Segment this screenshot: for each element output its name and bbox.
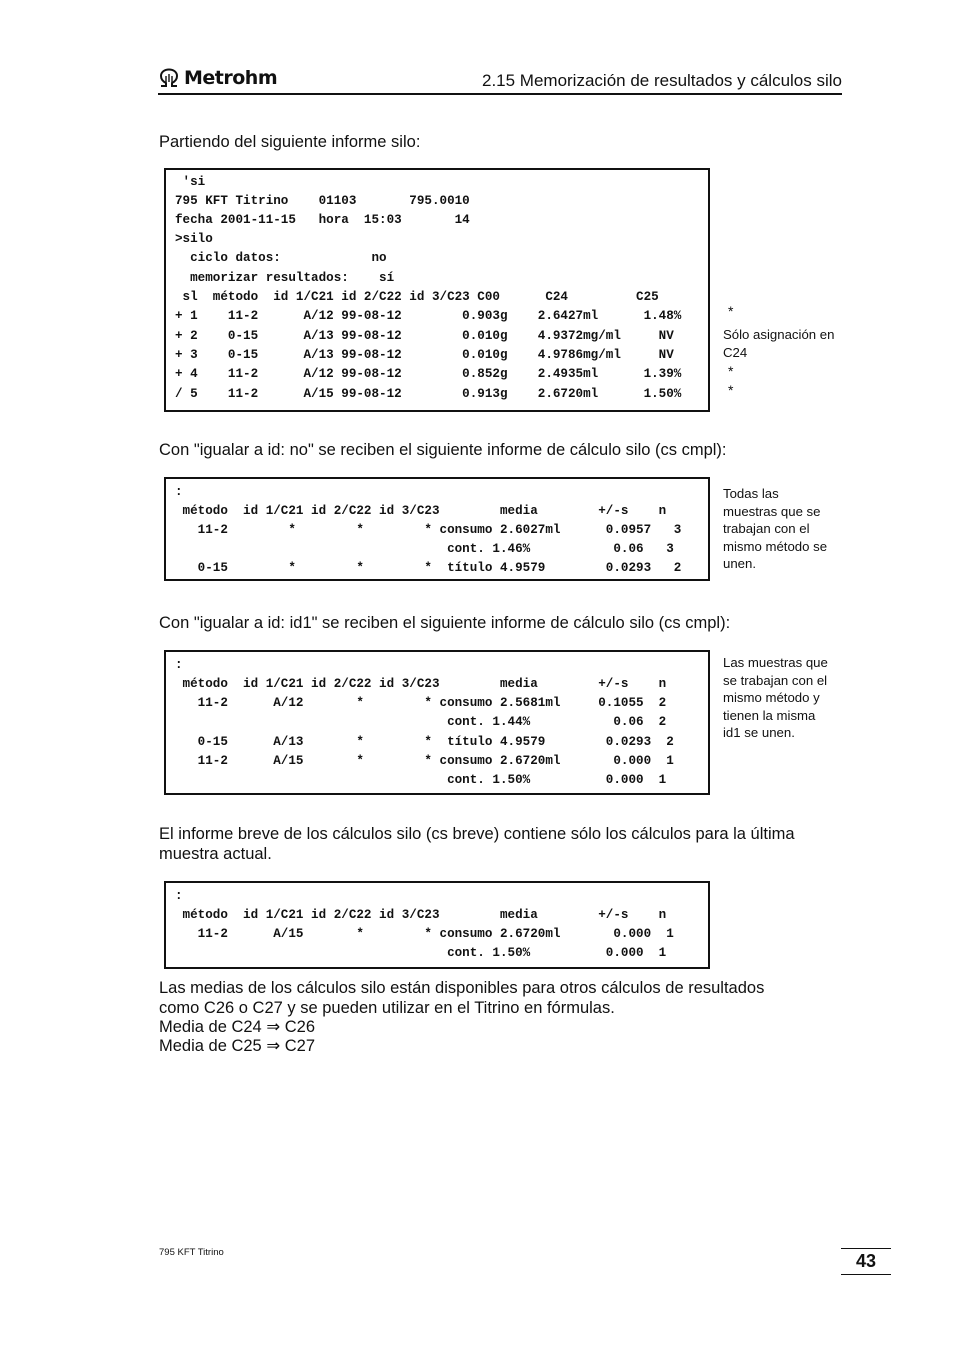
report-line: 11-2 A/15 * * consumo 2.6720ml 0.000 1: [175, 927, 674, 941]
report-line: + 3 0-15 A/13 99-08-12 0.010g 4.9786mg/ml NV: [175, 348, 674, 362]
cs-cmpl-report-box: [164, 477, 710, 581]
report-line: 795 KFT Titrino 01103 795.0010: [175, 194, 470, 208]
silo-report-box: [164, 168, 710, 412]
page-number: 43: [855, 1251, 877, 1271]
formula-c27: Media de C25 ⇒ C27: [159, 1037, 315, 1055]
report-line: 0-15 A/13 * * título 4.9579 0.0293 2: [175, 735, 674, 749]
report-line: 0-15 * * * título 4.9579 0.0293 2: [175, 561, 682, 575]
page-number-rule: [841, 1248, 891, 1249]
report-line: cont. 1.50% 0.000 1: [175, 946, 667, 960]
report-line: >silo: [175, 232, 213, 246]
paragraph-cs-breve-line2: muestra actual.: [159, 845, 272, 863]
report-line: :: [175, 889, 183, 903]
brand-logo: [158, 66, 277, 90]
report-line: sl método id 1/C21 id 2/C22 id 3/C23 C00 C24 C25: [175, 290, 659, 304]
report-line: fecha 2001-11-15 hora 15:03 14: [175, 213, 470, 227]
report-line: / 5 11-2 A/15 99-08-12 0.913g 2.6720ml 1.50%: [175, 387, 682, 401]
report-line: 11-2 A/12 * * consumo 2.5681ml 0.1055 2: [175, 696, 667, 710]
margin-note-star: *: [728, 303, 734, 319]
report-line: método id 1/C21 id 2/C22 id 3/C23 media +/-s n: [175, 504, 667, 518]
report-line: + 4 11-2 A/12 99-08-12 0.852g 2.4935ml 1.39%: [175, 367, 682, 381]
report-line: memorizar resultados: sí: [175, 271, 395, 285]
report-line: :: [175, 485, 183, 499]
page-number-rule: [841, 1274, 891, 1275]
cs-cmpl-id1-report-box: [164, 650, 710, 795]
paragraph-igualar-id1: Con "igualar a id: id1" se reciben el siguiente informe de cálculo silo (cs cmpl):: [159, 614, 731, 632]
report-line: ciclo datos: no: [175, 251, 387, 265]
header-rule: [158, 93, 842, 95]
report-line: 'si: [175, 175, 206, 189]
report-line: + 2 0-15 A/13 99-08-12 0.010g 4.9372mg/ml NV: [175, 329, 674, 343]
metrohm-omega-icon: [158, 68, 180, 88]
report-line: 11-2 A/15 * * consumo 2.6720ml 0.000 1: [175, 754, 674, 768]
paragraph-cs-breve-line1: El informe breve de los cálculos silo (cs breve) contiene sólo los cálculos para la última: [159, 825, 795, 843]
paragraph-igualar-no: Con "igualar a id: no" se reciben el siguiente informe de cálculo silo (cs cmpl):: [159, 441, 727, 459]
intro-paragraph: Partiendo del siguiente informe silo:: [159, 133, 421, 151]
margin-note-star: *: [728, 382, 734, 398]
margin-note: Las muestras que se trabajan con el mismo método y tienen la misma id1 se unen.: [723, 655, 828, 740]
margin-note-star: *: [728, 363, 734, 379]
cs-breve-report-box: [164, 881, 710, 969]
section-title: 2.15 Memorización de resultados y cálculos silo: [481, 71, 842, 90]
report-line: cont. 1.50% 0.000 1: [175, 773, 667, 787]
report-line: + 1 11-2 A/12 99-08-12 0.903g 2.6427ml 1.48%: [175, 309, 682, 323]
formula-c26: Media de C24 ⇒ C26: [159, 1018, 315, 1036]
paragraph-medias-line1: Las medias de los cálculos silo están disponibles para otros cálculos de resultados: [159, 979, 765, 997]
paragraph-medias-line2: como C26 o C27 y se pueden utilizar en el Titrino en fórmulas.: [159, 999, 615, 1017]
margin-note: Sólo asignación en C24: [723, 327, 835, 360]
report-line: método id 1/C21 id 2/C22 id 3/C23 media +/-s n: [175, 908, 667, 922]
report-line: método id 1/C21 id 2/C22 id 3/C23 media +/-s n: [175, 677, 667, 691]
report-line: cont. 1.44% 0.06 2: [175, 715, 667, 729]
footer-product: 795 KFT Titrino: [159, 1247, 224, 1258]
margin-note: Todas las muestras que se trabajan con el mismo método se unen.: [723, 486, 828, 571]
brand-name: Metrohm: [184, 67, 278, 89]
report-line: cont. 1.46% 0.06 3: [175, 542, 674, 556]
report-line: 11-2 * * * consumo 2.6027ml 0.0957 3: [175, 523, 682, 537]
report-line: :: [175, 658, 183, 672]
